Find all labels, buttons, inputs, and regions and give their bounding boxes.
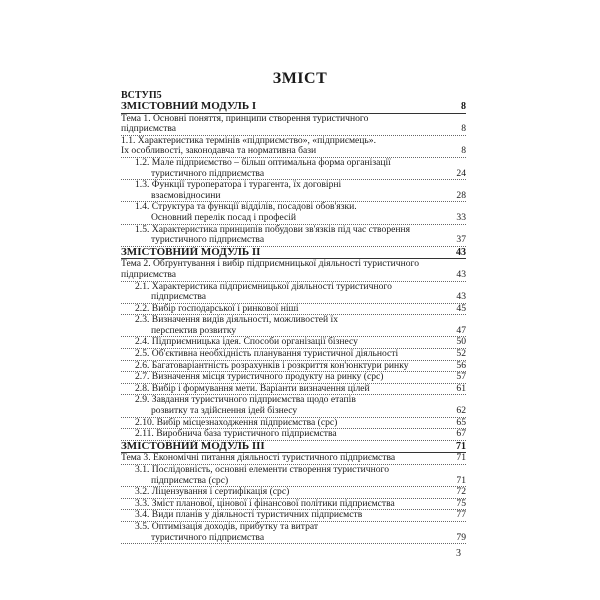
toc-entry [121, 304, 466, 316]
toc-entry-text: 1.1. Характеристика термінів «підприємство», «підприємець». [121, 135, 377, 146]
toc-entry [121, 225, 466, 236]
toc-entry [121, 315, 466, 326]
toc-entry-text: 2.3. Визначення видів діяльності, можливостей їх [135, 315, 339, 326]
toc-entry-text: підприємства [121, 269, 177, 280]
toc-entry [121, 429, 466, 441]
toc-entry-text: підприємства (срс) [151, 475, 229, 486]
toc-entry-text: 2.1. Характеристика підприємницької діяльності туристичного [135, 281, 392, 292]
toc-entry-text: 3.5. Оптимізація доходів, прибутку та витрат [135, 521, 319, 532]
page-number: 3 [456, 548, 461, 559]
toc-entry-text: Їх особливості, законодавча та нормативна бази [121, 146, 317, 157]
toc-entry [121, 533, 466, 545]
toc-entry [121, 146, 466, 158]
toc-entry-page: 61 [456, 382, 466, 394]
toc-entry-text: туристичного підприємства [151, 168, 265, 179]
toc-entry-text: 1.2. Мале підприємство – більш оптимальна форма організації [135, 157, 391, 168]
toc-entry-page: 72 [456, 486, 466, 498]
toc-entry-page: 57 [456, 371, 466, 383]
toc-entry-text: 2.5. Об'єктивна необхідність планування туристичної діяльності [135, 349, 399, 360]
toc-entry [121, 372, 466, 384]
toc-entry-text: ЗМІСТОВНИЙ МОДУЛЬ ІІІ [121, 440, 265, 452]
toc-entry-page: 33 [456, 211, 466, 223]
page-title: ЗМІСТ [272, 70, 328, 87]
toc-entry [121, 169, 466, 181]
toc-entry [121, 337, 466, 349]
toc-entry-page: 71 [456, 474, 466, 486]
toc-entry-text: 2.4. Підприємницька ідея. Способи організації бізнесу [135, 337, 358, 348]
toc-entry-text: 2.2. Вибір господарської і ринкової ніші [135, 303, 299, 314]
toc-entry-page: 8 [461, 123, 466, 135]
toc-entry-text: 1.5. Характеристика принципів побудови зв'язків під час створення [135, 224, 411, 235]
toc-entry [121, 522, 466, 533]
toc-entry-text: Тема 2. Обґрунтування і вибір підприємницької діяльності туристичного [121, 259, 420, 270]
table-of-contents [121, 90, 466, 544]
toc-entry-text: 2.7. Визначення місця туристичного продукту на ринку (срс) [135, 372, 384, 383]
toc-entry [121, 213, 466, 225]
toc-entry [121, 465, 466, 476]
toc-entry-page: 71 [456, 440, 466, 452]
toc-entry-text: ЗМІСТОВНИЙ МОДУЛЬ І [121, 101, 257, 112]
toc-entry [121, 487, 466, 499]
toc-entry-page: 77 [456, 509, 466, 521]
toc-entry-text: 2.9. Завдання туристичного підприємства щодо етапів [135, 395, 356, 406]
toc-entry [121, 292, 466, 304]
toc-entry [121, 101, 466, 114]
toc-entry-text: 3.3. Зміст планової, цінової і фінансової політики підприємства [135, 498, 395, 509]
toc-entry [121, 326, 466, 338]
toc-entry-page: 47 [456, 324, 466, 336]
toc-entry-text: 1.4. Структура та функції відділів, посадові обов'язки. [135, 202, 357, 213]
toc-entry-text: 2.6. Багатоваріантність розрахунків і розкриття кон'юнктури ринку [135, 360, 409, 371]
toc-entry [121, 476, 466, 488]
toc-entry-page: 8 [461, 101, 466, 112]
toc-entry [121, 191, 466, 203]
toc-entry-text: 2.8. Вибір і формування мети. Варіанти визначення цілей [135, 383, 370, 394]
toc-entry [121, 384, 466, 396]
toc-entry [121, 180, 466, 191]
toc-entry-text: Тема 1. Основні поняття, принципи створення туристичного [121, 113, 369, 124]
toc-entry-page: 43 [456, 268, 466, 280]
toc-entry [121, 158, 466, 169]
toc-entry [121, 235, 466, 247]
toc-entry-page: 45 [456, 302, 466, 314]
toc-entry-text: Основний перелік посад і професій [151, 212, 297, 223]
toc-entry-text: ЗМІСТОВНИЙ МОДУЛЬ ІІ [121, 246, 261, 258]
toc-entry [121, 114, 466, 125]
toc-entry-text: туристичного підприємства [151, 235, 265, 246]
toc-entry-page: 43 [456, 291, 466, 303]
toc-entry [121, 124, 466, 136]
toc-entry-text: розвитку та здійснення ідей бізнесу [151, 406, 298, 417]
toc-entry-page: 52 [456, 348, 466, 360]
toc-entry [121, 510, 466, 522]
toc-entry-page: 50 [456, 336, 466, 348]
toc-entry-page: 8 [461, 145, 466, 157]
toc-entry-text: 2.11. Виробнича база туристичного підприємства [135, 429, 337, 440]
toc-entry-text: 3.4. Види планів у діяльності туристичних підприємств [135, 510, 363, 521]
toc-entry-text: Тема 3. Економічні питання діяльності туристичного підприємства [121, 453, 396, 464]
toc-entry [121, 406, 466, 418]
toc-entry [121, 395, 466, 406]
toc-entry-page: 56 [456, 359, 466, 371]
toc-entry-text: 3.2. Ліцензування і сертифікація (срс) [135, 487, 290, 498]
toc-entry-text: підприємства [151, 292, 207, 303]
toc-entry-text: 1.3. Функції туроператора і турагента, їх договірні [135, 180, 342, 191]
toc-entry-page: 75 [456, 497, 466, 509]
toc-entry [121, 202, 466, 213]
toc-entry-text: взаємовідносини [151, 190, 221, 201]
toc-entry-text: ВСТУП5 [121, 90, 162, 101]
toc-entry-page: 37 [456, 234, 466, 246]
toc-entry [121, 441, 466, 454]
toc-entry [121, 90, 466, 101]
toc-entry-text: туристичного підприємства [151, 532, 265, 543]
toc-entry [121, 136, 466, 147]
toc-entry [121, 349, 466, 361]
toc-entry-text: підприємства [121, 124, 177, 135]
toc-entry-page: 28 [456, 189, 466, 201]
toc-entry-page: 79 [456, 531, 466, 543]
toc-entry-text: 2.10. Вибір місцезнаходження підприємства (срс) [135, 417, 338, 428]
toc-entry-text: 3.1. Послідовність, основні елементи створення туристичного [135, 465, 390, 475]
toc-entry-page: 62 [456, 405, 466, 417]
toc-entry [121, 270, 466, 282]
toc-entry [121, 361, 466, 373]
toc-entry-page: 65 [456, 416, 466, 428]
toc-entry-page: 24 [456, 167, 466, 179]
toc-entry [121, 418, 466, 430]
toc-entry-page: 43 [456, 246, 466, 258]
toc-entry [121, 499, 466, 511]
toc-entry-text: перспектив розвитку [151, 325, 237, 336]
toc-entry-page: 71 [456, 452, 466, 464]
toc-entry [121, 282, 466, 293]
toc-entry [121, 259, 466, 270]
toc-entry [121, 453, 466, 465]
toc-entry-page: 67 [456, 428, 466, 440]
toc-entry [121, 247, 466, 260]
